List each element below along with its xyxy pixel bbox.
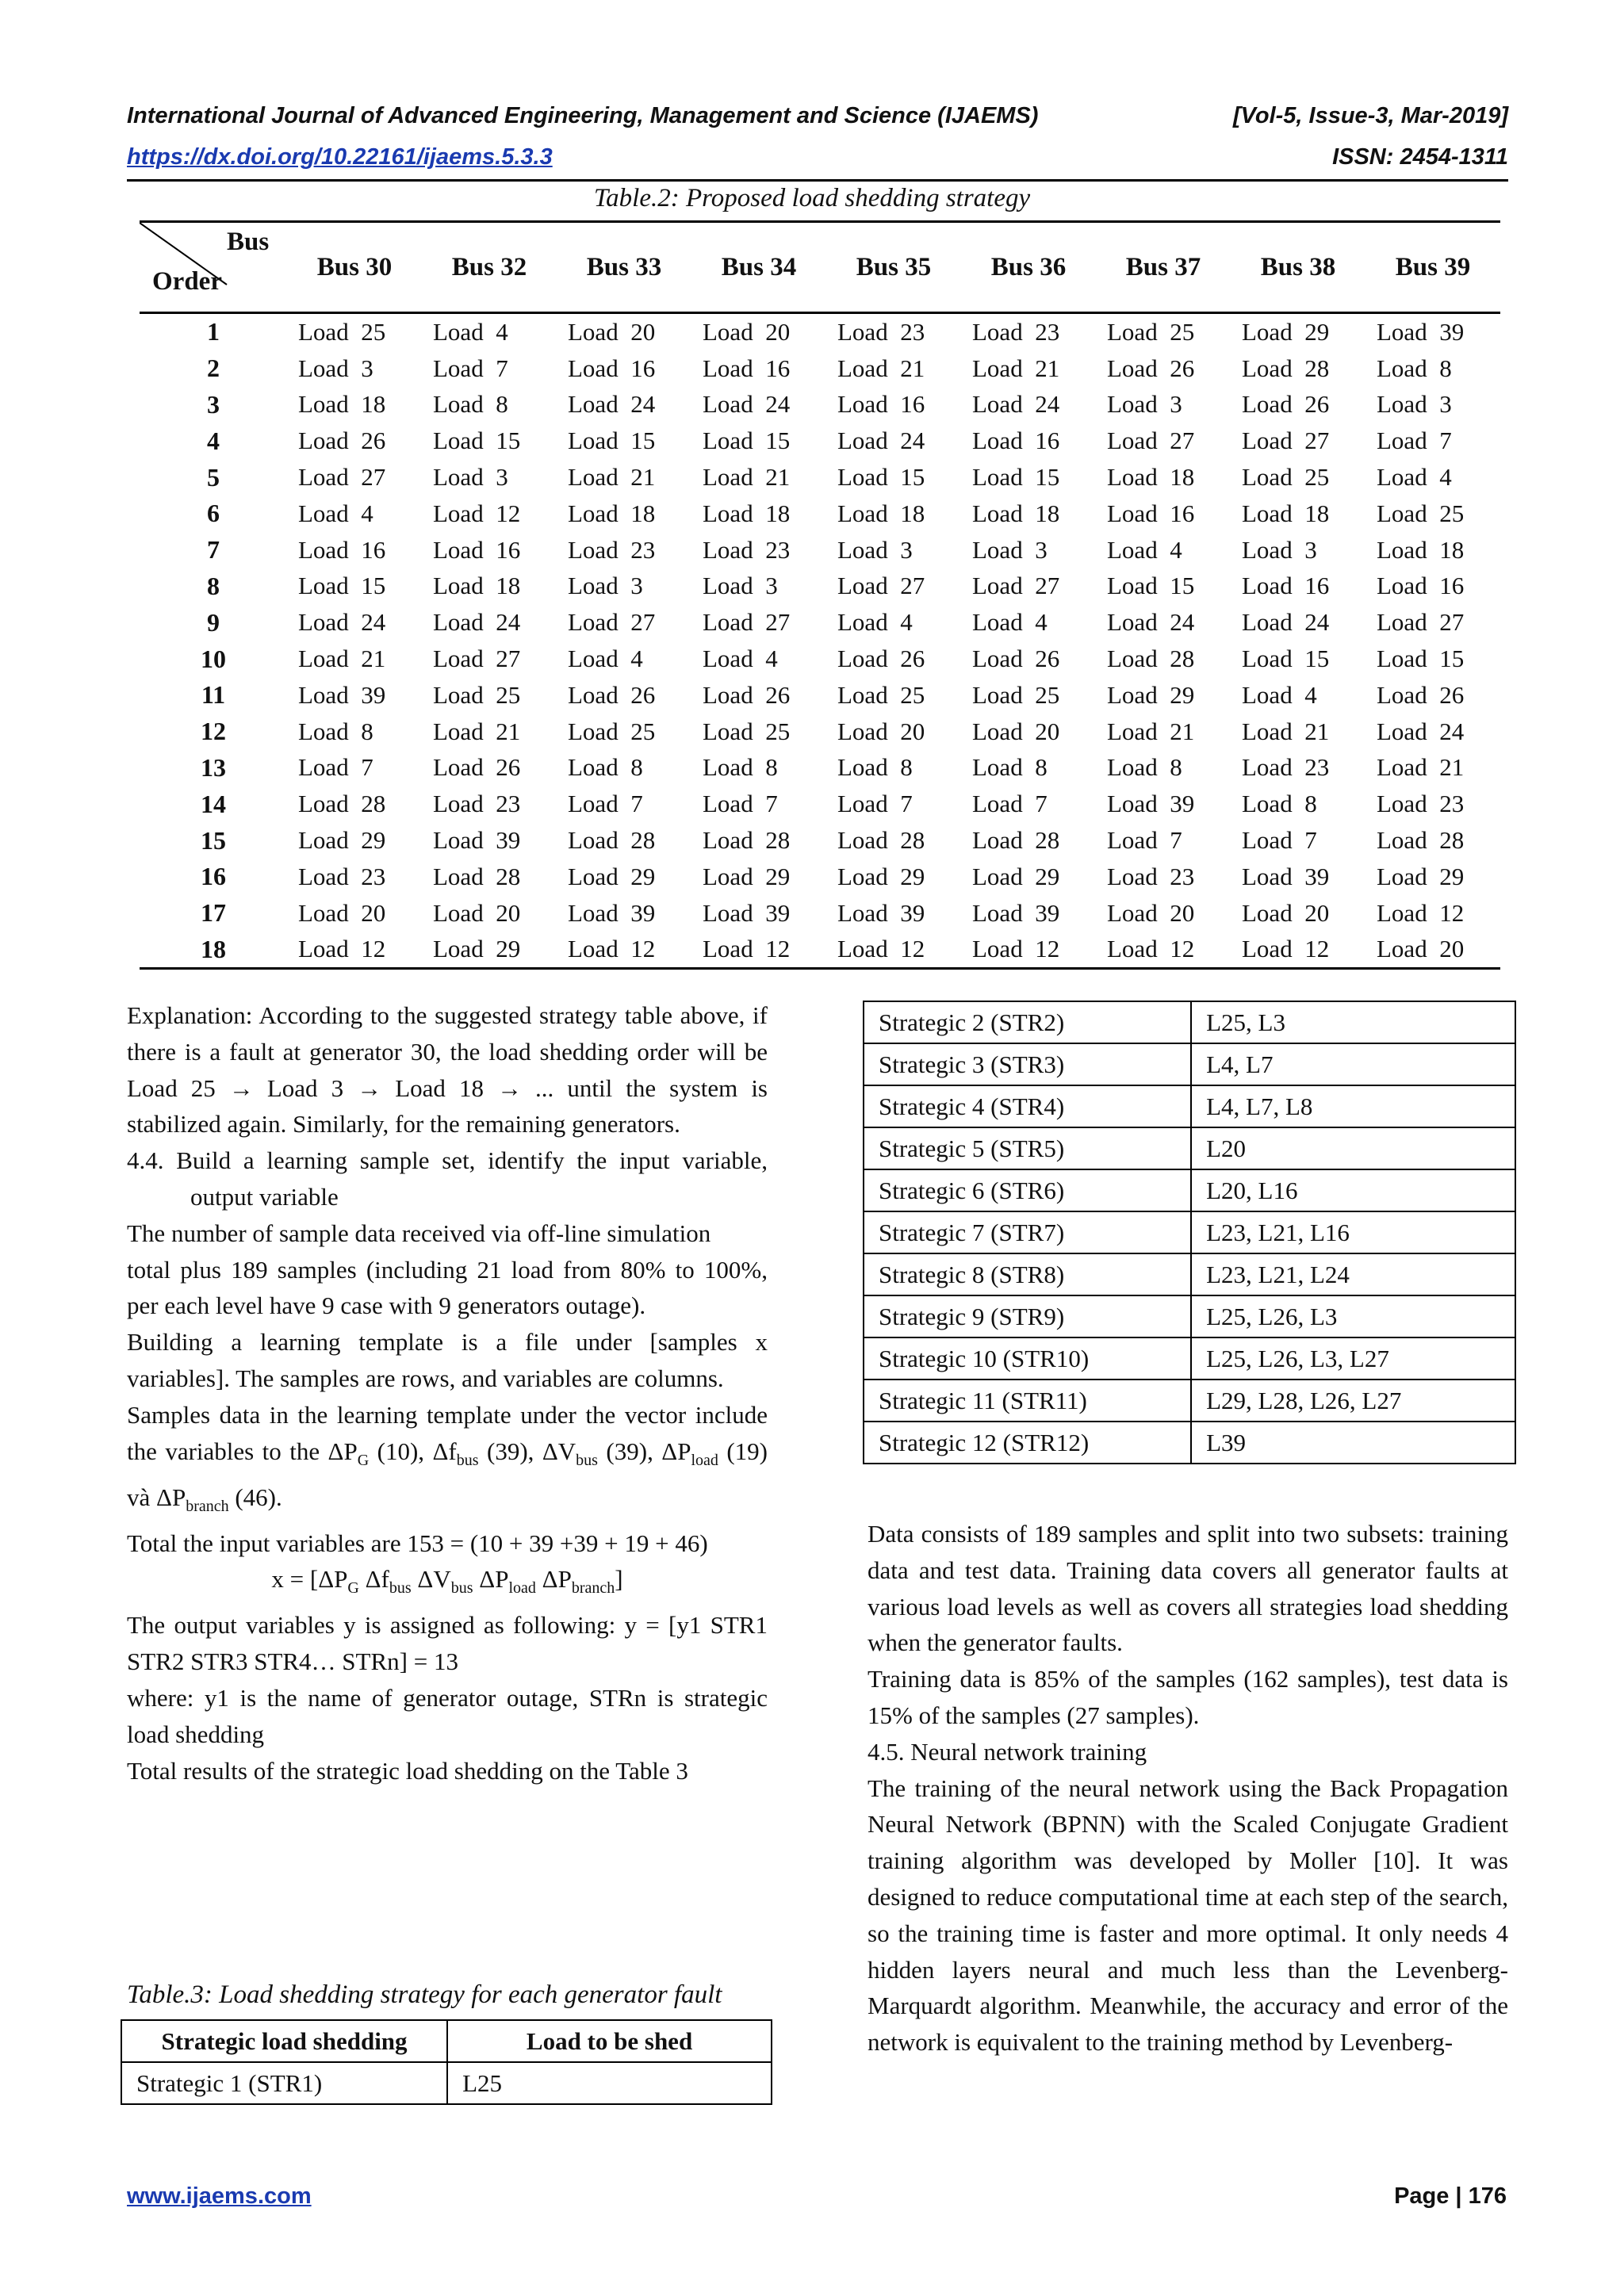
table2-load-cell: Load 23: [568, 535, 656, 564]
table2-row: [140, 313, 1500, 350]
table2-order-cell: 4: [207, 426, 220, 455]
table3-loads-cell: L4, L7: [1191, 1043, 1515, 1085]
table3-row: [864, 1211, 1515, 1253]
table2-load-cell: Load 26: [568, 680, 656, 709]
corner-bus-label: Bus: [227, 228, 270, 256]
table2-load-cell: Load 28: [972, 826, 1060, 855]
table3-strategy-cell: Strategic 12 (STR12): [864, 1422, 1191, 1464]
sample-count-paragraph: total plus 189 samples (including 21 load from 80% to 100%, per each level have 9 case with 9 generators outage).: [127, 1255, 768, 1320]
table2-header-row: [140, 222, 1500, 313]
table2-load-cell: Load 26: [1107, 354, 1195, 382]
table2-order-cell: 10: [201, 644, 226, 673]
table3-loads-cell: L23, L21, L24: [1191, 1253, 1515, 1295]
table2-load-cell: Load 28: [837, 826, 925, 855]
footer-site-link[interactable]: www.ijaems.com: [127, 2183, 312, 2209]
table2-load-cell: Load 21: [298, 645, 386, 673]
table3-row: [864, 1295, 1515, 1337]
data-split-paragraph: Data consists of 189 samples and split into two subsets: training data and test data. Training data covers all generator faults at various load levels as well as covers all strategies load shedding when the generator faults.: [868, 1520, 1508, 1657]
table2-load-cell: Load 39: [298, 680, 386, 709]
table3-strategy-cell: Strategic 2 (STR2): [864, 1001, 1191, 1043]
table2-order-cell: 8: [207, 571, 220, 600]
table3-loads-cell: L29, L28, L26, L27: [1191, 1380, 1515, 1422]
table2-load-cell: Load 39: [568, 898, 656, 927]
table2-load-cell: Load 27: [433, 645, 521, 673]
table2-load-cell: Load 29: [422, 932, 557, 969]
table2-row: [140, 423, 1500, 459]
table2-row: [140, 932, 1500, 969]
table2-load-cell: Load 24: [568, 390, 656, 419]
table2-load-cell: Load 21: [433, 717, 521, 745]
table2-load-cell: Load 20: [1107, 898, 1195, 927]
table2-load-cell: Load 18: [433, 572, 521, 600]
table2-load-cell: Load 16: [1242, 572, 1330, 600]
table2-load-cell: Load 8: [703, 753, 778, 782]
table3-strategy-cell: Strategic 10 (STR10): [864, 1337, 1191, 1380]
table2-load-cell: Load 16: [568, 354, 656, 382]
table2-load-cell: Load 23: [837, 317, 925, 346]
template-paragraph: Building a learning template is a file under [samples x variables]. The samples are rows, and variables are columns.: [127, 1328, 768, 1392]
table2-load-cell: Load 23: [1242, 753, 1330, 782]
table2-load-cell: Load 25: [703, 717, 791, 745]
table3-strategy-cell: Strategic 9 (STR9): [864, 1295, 1191, 1337]
table2-load-cell: Load 3: [837, 535, 913, 564]
table3-strategy-cell: Strategic 1 (STR1): [121, 2062, 447, 2104]
table2-load-cell: Load 26: [298, 427, 386, 455]
table2-load-cell: Load 20: [298, 898, 386, 927]
table2-row: [140, 786, 1500, 822]
table3-loads-cell: L25: [447, 2062, 772, 2104]
table2-load-cell: Load 21: [703, 463, 791, 492]
table2-load-cell: Load 16: [837, 390, 925, 419]
table2-load-cell: Load 16: [703, 354, 791, 382]
table2-load-cell: Load 12: [826, 932, 961, 969]
table2-load-cell: Load 39: [1242, 862, 1330, 890]
table2-order-cell: 1: [207, 317, 220, 346]
corner-order-label: Order: [152, 267, 222, 296]
table2-load-cell: Load 15: [433, 427, 521, 455]
table2-row: [140, 822, 1500, 859]
table2-load-cell: Load 28: [433, 862, 521, 890]
table2-load-cell: Load 26: [703, 680, 791, 709]
table3-strategy-cell: Strategic 4 (STR4): [864, 1085, 1191, 1127]
table2-load-cell: Load 8: [1107, 753, 1182, 782]
table2-load-cell: Load 21: [568, 463, 656, 492]
table2-load-cell: Load 8: [837, 753, 913, 782]
table2-load-cell: Load 7: [1242, 826, 1317, 855]
section-4-5-heading: 4.5. Neural network training: [868, 1737, 1147, 1766]
table2-load-cell: Load 29: [568, 862, 656, 890]
table3-row: [864, 1169, 1515, 1211]
table2-order-cell: 15: [201, 825, 226, 855]
table2-load-cell: Load 4: [1242, 680, 1317, 709]
table2-order-cell: 9: [207, 607, 220, 637]
table3-row: [121, 2062, 772, 2104]
table3-loads-cell: L25, L26, L3, L27: [1191, 1337, 1515, 1380]
table3-loads-cell: L23, L21, L16: [1191, 1211, 1515, 1253]
table2-col-header: Bus 32: [422, 222, 557, 313]
table2-load-cell: Load 28: [1377, 826, 1465, 855]
table2-load-cell: Load 24: [703, 390, 791, 419]
table2-row: [140, 604, 1500, 641]
table2-order-cell: 11: [201, 680, 226, 710]
table2-load-cell: Load 4: [837, 608, 913, 637]
table2-load-cell: Load 4: [703, 645, 778, 673]
table2-load-cell: Load 4: [1377, 463, 1452, 492]
table2-load-cell: Load 8: [1377, 354, 1452, 382]
table2-row: [140, 350, 1500, 387]
total-input-paragraph: Total the input variables are 153 = (10 + 39 +39 + 19 + 46): [127, 1529, 708, 1557]
table2-load-cell: Load 39: [1377, 317, 1465, 346]
table2-order-cell: 2: [207, 354, 220, 383]
table2-col-header: Bus 37: [1096, 222, 1231, 313]
table3-col-loads: Load to be shed: [447, 2020, 772, 2062]
table2-row: [140, 714, 1500, 750]
table2-load-cell: Load 27: [972, 572, 1060, 600]
table2-load-cell: Load 3: [298, 354, 373, 382]
table2-load-cell: Load 29: [837, 862, 925, 890]
table2-load-cell: Load 16: [972, 427, 1060, 455]
bpnn-paragraph: The training of the neural network using the Back Propagation Neural Network (BPNN) with the Scaled Conjugate Gradient training algorithm was developed by Moller [10]. It was designed to reduce computational time at each step of the search, so the training time is faster and more optimal. It only needs 4 hidden layers neural and much less than the Levenberg-Marquardt algorithm. Meanwhile, the accuracy and error of the network is equivalent to the training method by Levenberg-: [868, 1774, 1508, 2057]
table2-load-cell: Load 7: [703, 790, 778, 818]
table2-load-cell: Load 3: [1242, 535, 1317, 564]
table2-load-cell: Load 7: [837, 790, 913, 818]
table3-loads-cell: L4, L7, L8: [1191, 1085, 1515, 1127]
table2-load-cell: Load 29: [298, 826, 386, 855]
table2-load-cell: Load 24: [1377, 717, 1465, 745]
table2-order-cell: 17: [201, 898, 226, 928]
table2-load-cell: Load 29: [1377, 862, 1465, 890]
table2-load-cell: Load 18: [1107, 463, 1195, 492]
table2-load-cell: Load 39: [703, 898, 791, 927]
table2-col-header: Bus 35: [826, 222, 961, 313]
table2-load-cell: Load 28: [1242, 354, 1330, 382]
table2-load-cell: Load 27: [298, 463, 386, 492]
table3-loads-cell: L39: [1191, 1422, 1515, 1464]
table2-load-cell: Load 20: [972, 717, 1060, 745]
table2-load-cell: Load 24: [298, 608, 386, 637]
table3-strategy-cell: Strategic 3 (STR3): [864, 1043, 1191, 1085]
table2-row: [140, 496, 1500, 532]
table2-corner-cell: [140, 222, 287, 313]
page-number: Page | 176: [1394, 2183, 1507, 2209]
table2-row: [140, 568, 1500, 605]
journal-title: International Journal of Advanced Engineering, Management and Science (IJAEMS): [127, 103, 1039, 128]
table2-load-cell: Load 28: [568, 826, 656, 855]
table2-load-cell: Load 39: [1107, 790, 1195, 818]
table2-col-header: Bus 39: [1365, 222, 1500, 313]
table2-load-cell: Load 4: [433, 317, 508, 346]
table2-load-cell: Load 21: [1107, 717, 1195, 745]
table2-row: [140, 532, 1500, 568]
table2-load-cell: Load 21: [837, 354, 925, 382]
table3-caption: Table.3: Load shedding strategy for each generator fault: [127, 1980, 722, 2009]
explanation-paragraph: Explanation: According to the suggested strategy table above, if there is a fault at generator 30, the load shedding order will be Load 25 → Load 3 → Load 18 → ... until the system is stabilized again. Similarly, for the remaining generators.: [127, 1001, 768, 1138]
table2-load-cell: Load 24: [1107, 608, 1195, 637]
table2-load-cell: Load 18: [568, 499, 656, 527]
table2-load-cell: Load 25: [1377, 499, 1465, 527]
table2-load-cell: Load 15: [298, 572, 386, 600]
table2-caption: Table.2: Proposed load shedding strategy: [593, 184, 1031, 212]
table2-load-cell: Load 16: [1377, 572, 1465, 600]
table2-load-cell: Load 15: [1377, 645, 1465, 673]
table2-load-cell: Load 18: [1242, 499, 1330, 527]
input-vector-equation: $x = [\Delta P_G$ $\Delta f_{bus}$ $\Delta V_{bus}$ $\Delta P_{load}$ $\Delta P_{branch}$]: [271, 1565, 623, 1598]
table2-load-cell: Load 18: [837, 499, 925, 527]
table2-body: [140, 313, 1500, 969]
table3-row: [864, 1380, 1515, 1422]
table2-load-cell: Load 21: [1242, 717, 1330, 745]
table2-col-header: Bus 30: [287, 222, 422, 313]
section-4-4-heading: 4.4. Build a learning sample set, identify the input variable, output variable: [127, 1146, 768, 1211]
table2-load-cell: Load 16: [298, 535, 386, 564]
table2-load-cell: Load 39: [972, 898, 1060, 927]
table2-load-cell: Load 12: [287, 932, 422, 969]
table2-load-cell: Load 3: [433, 463, 508, 492]
table3-right-body: [864, 1001, 1515, 1464]
table2-load-cell: Load 3: [703, 572, 778, 600]
table3-left: [121, 2019, 772, 2105]
table3-row: [864, 1043, 1515, 1085]
table3-loads-cell: L20: [1191, 1127, 1515, 1169]
table2-load-cell: Load 15: [837, 463, 925, 492]
table2-load-cell: Load 18: [703, 499, 791, 527]
table2-order-cell: 13: [201, 752, 226, 782]
table3-row: [864, 1085, 1515, 1127]
table2-load-cell: Load 25: [1107, 317, 1195, 346]
table2-load-cell: Load 24: [433, 608, 521, 637]
table2-load-cell: Load 12: [1096, 932, 1231, 969]
table3-row: [864, 1127, 1515, 1169]
table3-row: [864, 1422, 1515, 1464]
table3-loads-cell: L20, L16: [1191, 1169, 1515, 1211]
table2-col-header: Bus 36: [961, 222, 1096, 313]
sample-data-paragraph: The number of sample data received via off-line simulation: [127, 1219, 711, 1247]
table2-load-cell: Load 15: [1242, 645, 1330, 673]
table2-load-cell: Load 21: [972, 354, 1060, 382]
table2-load-cell: Load 7: [433, 354, 508, 382]
table2-load-cell: Load 27: [1377, 608, 1465, 637]
table2-load-cell: Load 25: [433, 680, 521, 709]
table2-load-cell: Load 7: [568, 790, 643, 818]
table2-load-cell: Load 21: [1377, 753, 1465, 782]
volume-info: [Vol-5, Issue-3, Mar-2019]: [1232, 103, 1508, 128]
table2-load-cell: Load 27: [703, 608, 791, 637]
table2-load-cell: Load 29: [1242, 317, 1330, 346]
table2-order-cell: 12: [201, 717, 226, 746]
table2-load-cell: Load 23: [298, 862, 386, 890]
table2-load-cell: Load 4: [568, 645, 643, 673]
table2-load-cell: Load 26: [1242, 390, 1330, 419]
table2-load-cell: Load 29: [703, 862, 791, 890]
table2-load-cell: Load 15: [1107, 572, 1195, 600]
table2-load-cell: Load 8: [568, 753, 643, 782]
table2-order-cell: 18: [140, 932, 287, 969]
table2-load-cell: Load 28: [298, 790, 386, 818]
table2-col-header: Bus 33: [557, 222, 691, 313]
table2-load-cell: Load 12: [557, 932, 691, 969]
table2-load-cell: Load 27: [568, 608, 656, 637]
table3-loads-cell: L25, L26, L3: [1191, 1295, 1515, 1337]
table2-load-cell: Load 12: [433, 499, 521, 527]
table2-load-cell: Load 12: [691, 932, 826, 969]
table2-row: [140, 677, 1500, 714]
table2-load-cell: Load 24: [1242, 608, 1330, 637]
table2-load-cell: Load 4: [1107, 535, 1182, 564]
issn: ISSN: 2454-1311: [1332, 144, 1508, 170]
doi-link[interactable]: https://dx.doi.org/10.22161/ijaems.5.3.3: [127, 144, 553, 170]
table3-row: [864, 1001, 1515, 1043]
table2-load-cell: Load 25: [568, 717, 656, 745]
table2-load-cell: Load 20: [1365, 932, 1500, 969]
table3-strategy-cell: Strategic 8 (STR8): [864, 1253, 1191, 1295]
table2-order-cell: 7: [207, 535, 220, 564]
table2-load-cell: Load 29: [972, 862, 1060, 890]
table2-load-cell: Load 27: [1242, 427, 1330, 455]
table2-load-cell: Load 16: [1107, 499, 1195, 527]
table2-load-cell: Load 16: [433, 535, 521, 564]
table2-load-cell: Load 27: [837, 572, 925, 600]
table2-load-cell: Load 20: [1242, 898, 1330, 927]
table2-load-cell: Load 7: [1107, 826, 1182, 855]
table3-strategy-cell: Strategic 6 (STR6): [864, 1169, 1191, 1211]
variables-paragraph: Samples data in the learning template under the vector include the variables to the $\Delta P_G$ (10), $\Delta f_{bus}$ (39), $\Delta V_{bus}$ (39), $\Delta P_{load}$ (19) và $\Delta P_{branch}$ (46).: [127, 1400, 768, 1515]
table2-load-cell: Load 24: [972, 390, 1060, 419]
table3-strategy-cell: Strategic 7 (STR7): [864, 1211, 1191, 1253]
table2-load-cell: Load 23: [972, 317, 1060, 346]
table2-load-cell: Load 15: [568, 427, 656, 455]
table2-load-cell: Load 15: [972, 463, 1060, 492]
table2: [140, 220, 1500, 970]
table3-row: [864, 1253, 1515, 1295]
table3-loads-cell: L25, L3: [1191, 1001, 1515, 1043]
table2-load-cell: Load 26: [972, 645, 1060, 673]
table2-row: [140, 859, 1500, 895]
table2-col-header: Bus 34: [691, 222, 826, 313]
table2-row: [140, 750, 1500, 786]
table3-col-strategy: Strategic load shedding: [121, 2020, 447, 2062]
table2-load-cell: Load 20: [433, 898, 521, 927]
table2-col-header: Bus 38: [1231, 222, 1365, 313]
table3-left-body: [121, 2062, 772, 2104]
table2-load-cell: Load 3: [568, 572, 643, 600]
table3-header-row: [121, 2020, 772, 2062]
table2-load-cell: Load 27: [1107, 427, 1195, 455]
table2-load-cell: Load 20: [837, 717, 925, 745]
table2-load-cell: Load 15: [703, 427, 791, 455]
table2-load-cell: Load 23: [1107, 862, 1195, 890]
table2-load-cell: Load 8: [972, 753, 1048, 782]
table3-right: [863, 1001, 1516, 1464]
output-variables-paragraph: The output variables y is assigned as following: y = [y1 STR1 STR2 STR3 STR4… STRn] = 13: [127, 1611, 768, 1676]
table2-load-cell: Load 24: [837, 427, 925, 455]
table2-load-cell: Load 7: [298, 753, 373, 782]
table2-load-cell: Load 8: [298, 717, 373, 745]
table2-load-cell: Load 23: [703, 535, 791, 564]
table2-load-cell: Load 3: [972, 535, 1048, 564]
table2-load-cell: Load 18: [972, 499, 1060, 527]
table2-order-cell: 16: [201, 862, 226, 891]
table2-load-cell: Load 3: [1107, 390, 1182, 419]
table2-row: [140, 895, 1500, 932]
header-rule: [127, 179, 1508, 182]
table2-load-cell: Load 25: [1242, 463, 1330, 492]
table2-load-cell: Load 39: [433, 826, 521, 855]
table2-order-cell: 5: [207, 462, 220, 492]
table2-load-cell: Load 12: [1377, 898, 1465, 927]
right-column: [868, 1516, 1508, 2061]
table2-load-cell: Load 4: [972, 608, 1048, 637]
train-test-paragraph: Training data is 85% of the samples (162 samples), test data is 15% of the samples (27 samples).: [868, 1665, 1508, 1729]
table2-load-cell: Load 20: [568, 317, 656, 346]
table2-load-cell: Load 28: [1107, 645, 1195, 673]
table2-load-cell: Load 25: [972, 680, 1060, 709]
table2-load-cell: Load 39: [837, 898, 925, 927]
table2-load-cell: Load 26: [1377, 680, 1465, 709]
total-results-paragraph: Total results of the strategic load shedding on the Table 3: [127, 1756, 688, 1785]
table2-load-cell: Load 7: [972, 790, 1048, 818]
table2-row: [140, 387, 1500, 423]
left-column: [127, 997, 768, 1789]
table2-load-cell: Load 18: [1377, 535, 1465, 564]
table2-row: [140, 459, 1500, 496]
table2-load-cell: Load 18: [298, 390, 386, 419]
table2-load-cell: Load 8: [433, 390, 508, 419]
table2-order-cell: 14: [201, 789, 226, 818]
table2-load-cell: Load 25: [298, 317, 386, 346]
table2-load-cell: Load 20: [703, 317, 791, 346]
table3-row: [864, 1337, 1515, 1380]
table2-order-cell: 6: [207, 499, 220, 528]
table2-load-cell: Load 12: [1231, 932, 1365, 969]
table2-load-cell: Load 12: [961, 932, 1096, 969]
table2-load-cell: Load 26: [433, 753, 521, 782]
table2-load-cell: Load 25: [837, 680, 925, 709]
table3-strategy-cell: Strategic 5 (STR5): [864, 1127, 1191, 1169]
table2-load-cell: Load 4: [298, 499, 373, 527]
table2-load-cell: Load 3: [1377, 390, 1452, 419]
table2-load-cell: Load 26: [837, 645, 925, 673]
table2-load-cell: Load 29: [1107, 680, 1195, 709]
table2-load-cell: Load 7: [1377, 427, 1452, 455]
table2-load-cell: Load 28: [703, 826, 791, 855]
table2-load-cell: Load 23: [433, 790, 521, 818]
table2-load-cell: Load 8: [1242, 790, 1317, 818]
table3-strategy-cell: Strategic 11 (STR11): [864, 1380, 1191, 1422]
where-paragraph: where: y1 is the name of generator outage, STRn is strategic load shedding: [127, 1683, 768, 1748]
table2-load-cell: Load 23: [1377, 790, 1465, 818]
table2-order-cell: 3: [207, 389, 220, 419]
table2-row: [140, 641, 1500, 677]
